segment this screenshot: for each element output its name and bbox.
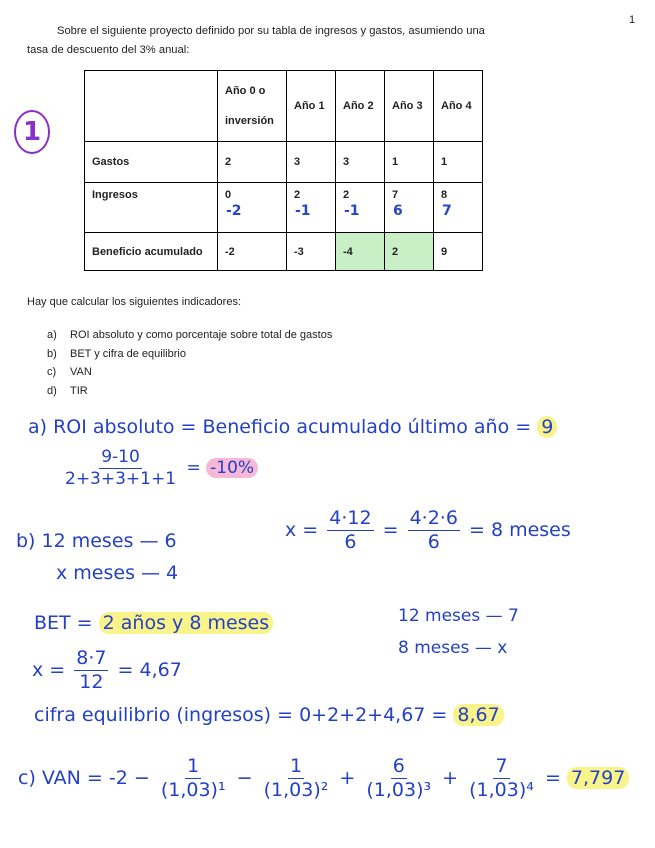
table-cell [336, 183, 385, 233]
table-cell: 3 [287, 142, 336, 183]
header-year-4: Año 4 [434, 71, 483, 142]
table-row-gastos [85, 142, 483, 183]
bet-rule-line-2: x meses — 4 [56, 562, 179, 584]
van-label: c) VAN = -2 − [18, 766, 150, 789]
fraction-numerator: 8·7 [76, 647, 107, 669]
table-cell: 2 [218, 142, 287, 183]
bet-result-line [34, 612, 273, 634]
row-label: Ingresos [85, 183, 218, 233]
table-cell: 1 [385, 142, 434, 183]
table-row-beneficio [85, 233, 483, 271]
table-cell [385, 183, 434, 233]
cifra-value: 8,67 [453, 704, 503, 726]
fraction-denominator: 6 [344, 530, 357, 553]
handwritten-note: -1 [295, 203, 311, 219]
table-row-ingresos [85, 183, 483, 233]
table-cell-highlighted: -4 [336, 233, 385, 271]
fraction-denominator: (1,03)⁴ [469, 778, 534, 801]
x-fraction-1 [327, 508, 373, 553]
roi-value: 9 [537, 416, 557, 438]
intro-line-1: Sobre el siguiente proyecto definido por su tabla de ingresos y gastos, asumiendo una [57, 25, 485, 37]
table-cell [218, 183, 287, 233]
header-year-0 [218, 71, 287, 142]
table-cell [434, 183, 483, 233]
x-result: = 8 meses [469, 518, 571, 541]
van-fraction-4 [467, 756, 536, 801]
header-year-1: Año 1 [287, 71, 336, 142]
intro-line-2: tasa de descuento del 3% anual: [27, 44, 190, 56]
fraction-numerator: 4·2·6 [409, 507, 458, 529]
x2-result: = 4,67 [117, 658, 182, 681]
table-header-row [85, 71, 483, 142]
x-equals: x = [32, 658, 66, 681]
bet-value: 2 años y 8 meses [99, 612, 273, 634]
cifra-text: cifra equilibrio (ingresos) = 0+2+2+4,67 = [34, 704, 448, 726]
bet-rule-line-1: b) 12 meses — 6 [16, 530, 177, 552]
roi-text: a) ROI absoluto = Beneficio acumulado último año = [28, 416, 532, 438]
fraction-numerator: 7 [495, 755, 508, 777]
fraction-numerator: 1 [187, 755, 200, 777]
item-text: BET y cifra de equilibrio [70, 347, 186, 360]
cifra-equilibrio-line [34, 704, 504, 726]
handwritten-note: -2 [226, 203, 242, 219]
table-cell-highlighted: 2 [385, 233, 434, 271]
list-item [47, 363, 332, 382]
item-key: d) [47, 384, 57, 397]
fraction-denominator: 6 [427, 530, 440, 553]
handwritten-note: 7 [442, 203, 452, 219]
cell-value: 8 [441, 189, 448, 201]
header-year-2: Año 2 [336, 71, 385, 142]
item-text: TIR [70, 384, 88, 397]
row-label: Beneficio acumulado [85, 233, 218, 271]
fraction-numerator: 4·12 [329, 507, 372, 529]
fraction-numerator: 1 [289, 755, 303, 777]
intro-paragraph [27, 22, 547, 60]
cifra-rule-line-2: 8 meses — x [398, 638, 508, 658]
page-number: 1 [629, 14, 636, 26]
table-cell: 9 [434, 233, 483, 271]
table-cell: -2 [218, 233, 287, 271]
cell-value: 2 [294, 189, 301, 201]
item-key: a) [47, 329, 57, 341]
fraction-numerator: 6 [392, 755, 405, 777]
fraction-denominator: (1,03)¹ [160, 778, 226, 801]
van-line: c) VAN = -2 − $\frac{1}{\text{(1,03)¹}}$ − $\frac{1}{\text{(1,03)²}}$ + $\frac{6}{\text{(1,03)³}}$ + $\frac{7}{\text{(1,03)⁴}}$ = 7,797 [18, 756, 629, 801]
cell-value: 7 [392, 189, 399, 201]
fraction-denominator: (1,03)³ [366, 778, 432, 801]
table-cell: -3 [287, 233, 336, 271]
cell-value: 0 [225, 189, 232, 201]
fraction-denominator: (1,03)² [263, 778, 329, 801]
header-empty-cell [85, 71, 218, 142]
van-fraction-1 [159, 756, 228, 801]
list-item [47, 382, 332, 401]
table-cell [287, 183, 336, 233]
x-equals: x = [285, 518, 319, 541]
roi-percent-result: -10% [206, 458, 258, 478]
roi-fraction [63, 448, 178, 488]
cifra-rule-line-1: 12 meses — 7 [398, 606, 519, 626]
item-key: c) [47, 366, 57, 378]
item-text: VAN [70, 366, 92, 378]
bet-label: BET = [34, 612, 93, 634]
fraction-denominator: 12 [79, 670, 104, 693]
van-fraction-2 [262, 756, 331, 801]
roi-line [28, 416, 557, 438]
x-interpolation [32, 648, 182, 693]
table-cell: 3 [336, 142, 385, 183]
item-text: ROI absoluto y como porcentaje sobre total de gastos [70, 329, 333, 341]
indicator-list [47, 326, 332, 400]
income-expense-table [84, 70, 483, 271]
x2-fraction [74, 648, 108, 693]
item-key: b) [47, 347, 57, 360]
list-item [47, 345, 332, 364]
roi-percent-line: $\frac{9-10}{2+3+3+1+1}$ = -10% [60, 448, 258, 488]
handwritten-note: 6 [393, 203, 403, 219]
handwritten-note: -1 [344, 203, 360, 219]
fraction-denominator: 2+3+3+1+1 [65, 468, 177, 489]
header-year-0-line-2: inversión [225, 115, 274, 127]
row-label: Gastos [85, 142, 218, 183]
indicators-title: Hay que calcular los siguientes indicadores: [27, 296, 242, 308]
table-cell: 1 [434, 142, 483, 183]
list-item [47, 326, 332, 345]
fraction-numerator: 9-10 [101, 447, 140, 467]
header-year-3: Año 3 [385, 71, 434, 142]
circled-number-mark: 1 [14, 110, 50, 154]
header-year-0-line-1: Año 0 o [225, 85, 266, 97]
cell-value: 2 [343, 189, 350, 201]
van-value: 7,797 [567, 767, 629, 789]
x-fraction-2 [408, 508, 460, 553]
van-fraction-3 [364, 756, 433, 801]
bet-x-calc: x = $\frac{4\cdot 12}{6}$ = $\frac{4\cdot 2\cdot 6}{6}$ = 8 meses [285, 507, 571, 553]
